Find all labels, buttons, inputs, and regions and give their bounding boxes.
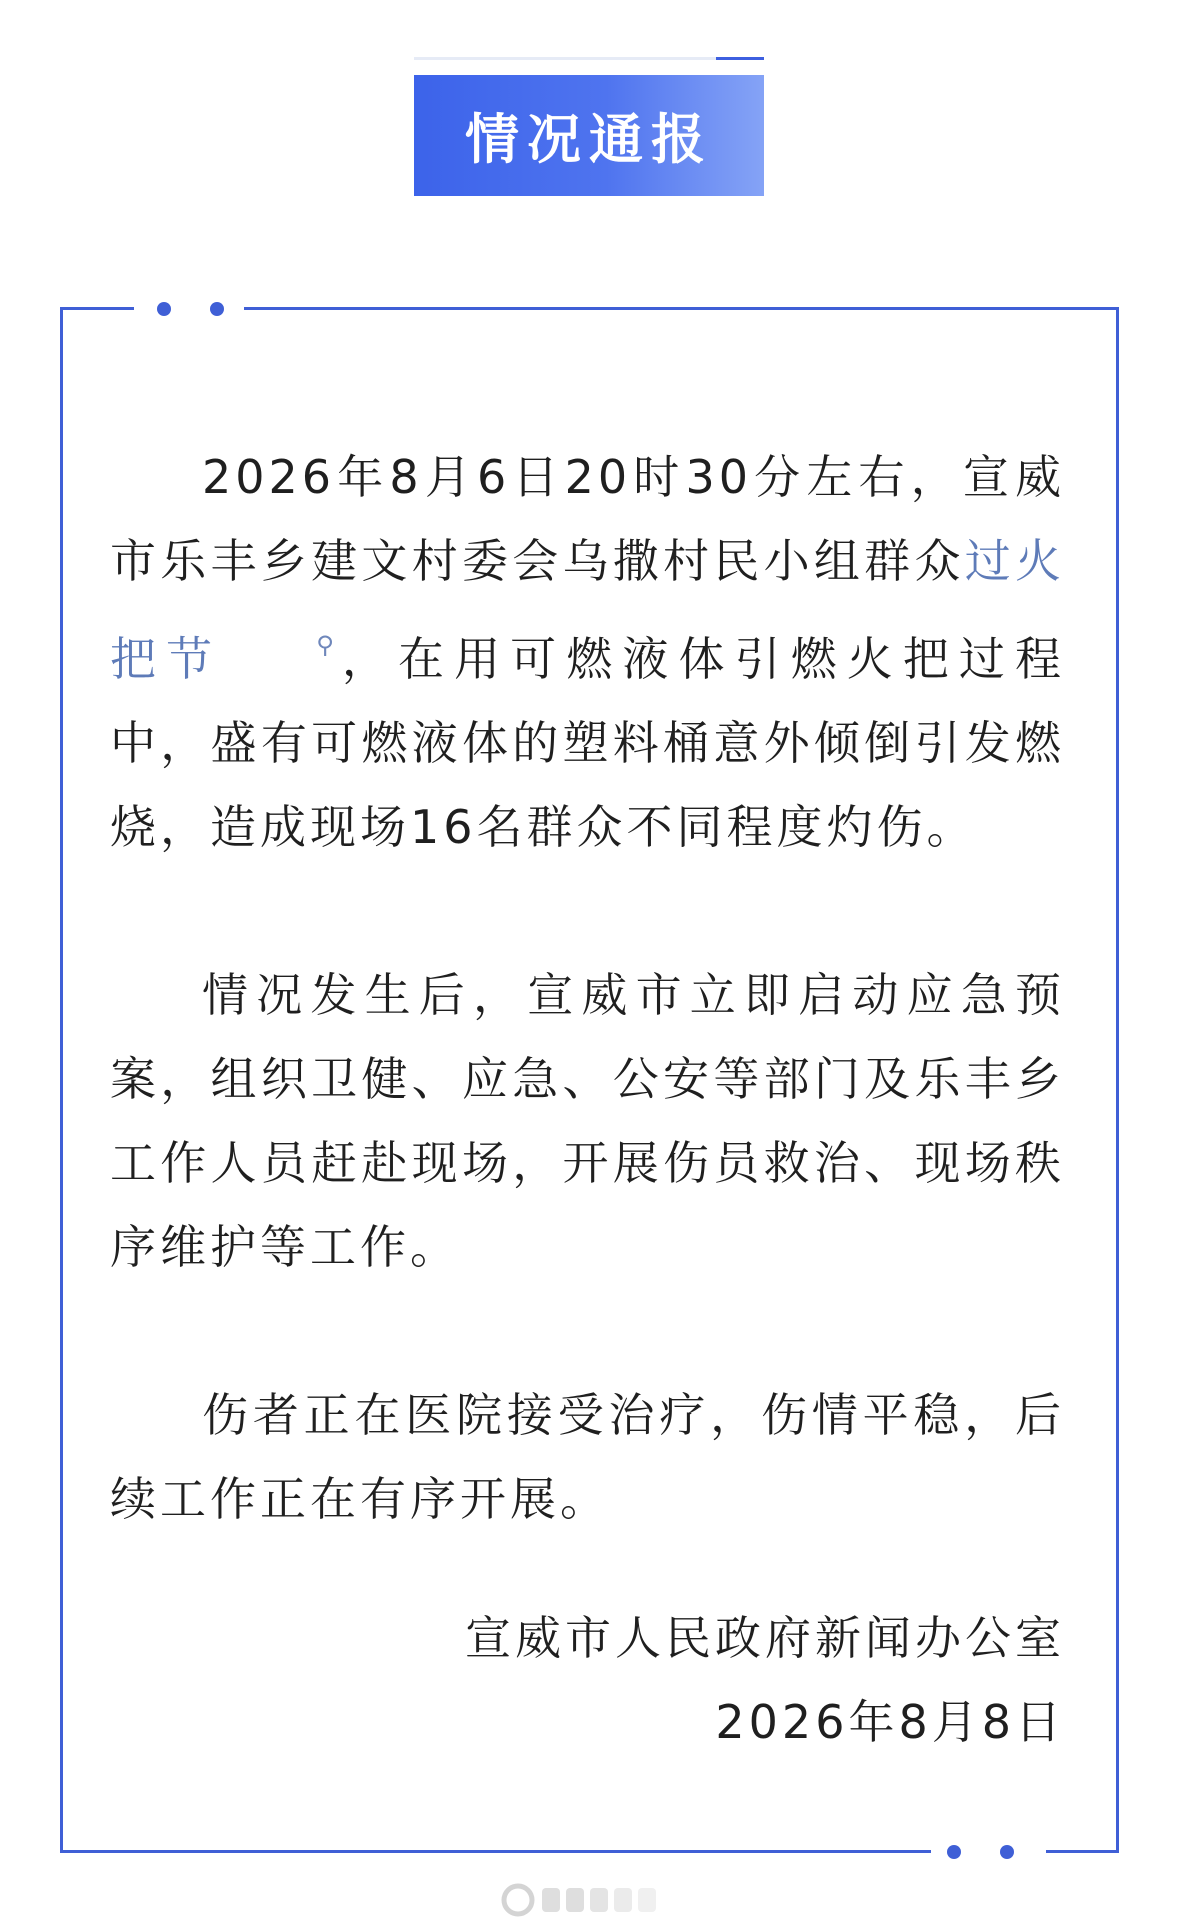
paragraph-status: 伤者正在医院接受治疗，伤情平稳，后续工作正在有序开展。	[110, 1388, 1065, 1526]
frame-border-top-left	[60, 307, 134, 310]
frame-dot-bottom-1	[947, 1845, 961, 1859]
issuer-name: 宣威市人民政府新闻办公室	[465, 1611, 1065, 1665]
frame-border-right	[1116, 307, 1119, 1853]
frame-border-bottom-left	[60, 1850, 931, 1853]
issue-date: 2026年8月8日	[715, 1695, 1065, 1749]
paragraph-incident-text-end: ，在用可燃液体引燃火把过程中，盛有可燃液体的塑料桶意外倾倒引发燃烧，造成现场16名群众不同程度灼伤。	[110, 632, 1066, 854]
keyword-link[interactable]: 过火把节	[110, 534, 1066, 686]
title-top-divider-accent	[716, 57, 764, 60]
paragraph-incident-text-start: 2026年8月6日20时30分左右，宣威市乐丰乡建文村委会乌撒村民小组群众	[110, 450, 1065, 588]
watermark-logo	[500, 1880, 670, 1928]
frame-border-bottom-right	[1046, 1850, 1119, 1853]
frame-border-top-right	[244, 307, 1119, 310]
frame-border-left	[60, 307, 63, 1853]
paragraph-response: 情况发生后，宣威市立即启动应急预案，组织卫健、应急、公安等部门及乐丰乡工作人员赶赴现场，开展伤员救治、现场秩序维护等工作。	[110, 968, 1065, 1274]
frame-dot-bottom-2	[1000, 1845, 1014, 1859]
search-icon[interactable]: ⚲	[316, 631, 334, 659]
notice-body	[110, 435, 1065, 1541]
title-badge	[414, 75, 764, 196]
frame-dot-top-2	[210, 302, 224, 316]
signature-block	[465, 1596, 1065, 1764]
paragraph-incident	[110, 435, 1065, 869]
page-title: 情况通报	[465, 108, 713, 171]
title-top-divider	[414, 57, 764, 60]
watermark-icon	[500, 1880, 670, 1920]
frame-dot-top-1	[157, 302, 171, 316]
